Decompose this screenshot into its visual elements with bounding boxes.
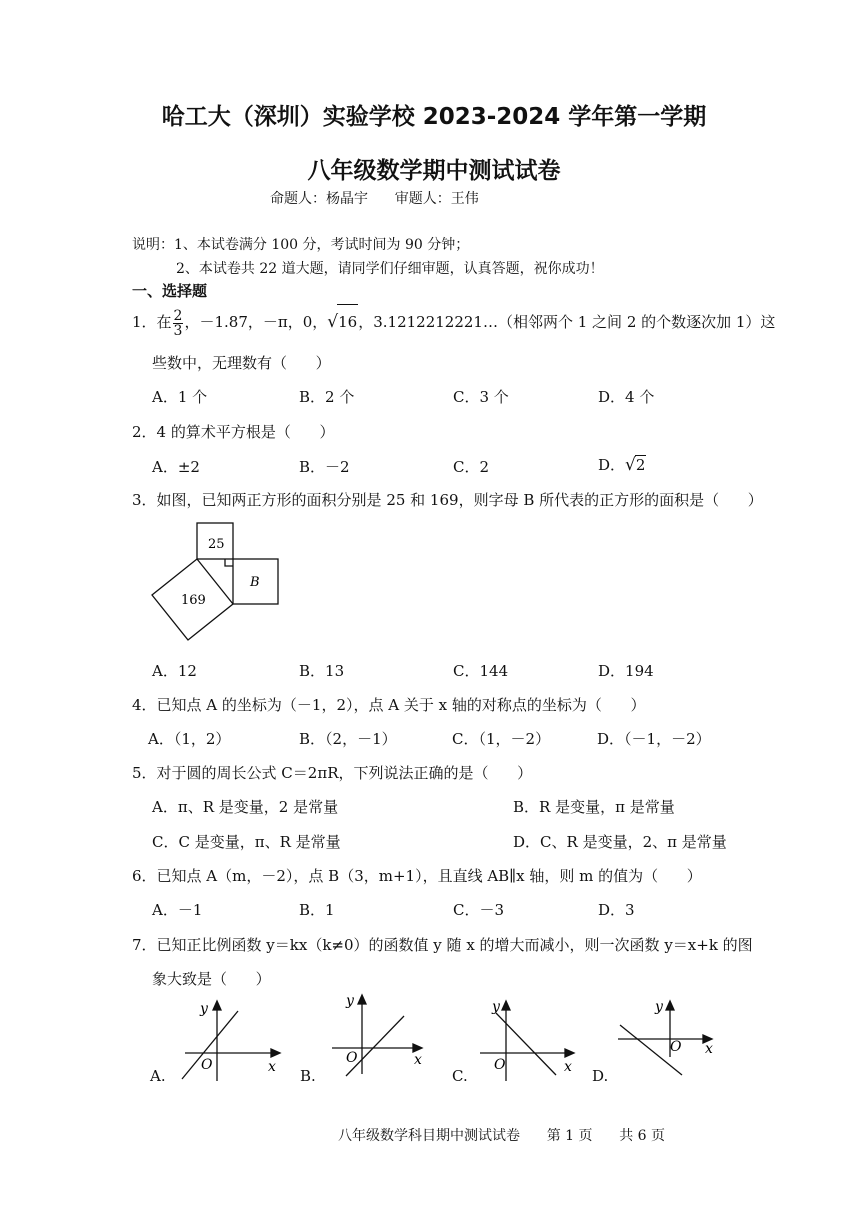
question-4-stem: 4．已知点 A 的坐标为（－1，2），点 A 关于 x 轴的对称点的坐标为（ ）: [132, 696, 646, 714]
question-2-stem: 2．4 的算术平方根是（ ）: [132, 423, 335, 441]
q4-option-b[interactable]: B．（2，－1）: [299, 730, 397, 748]
instruction-line-2: 2、本试卷共 22 道大题，请同学们仔细审题，认真答题，祝你成功！: [176, 261, 604, 277]
q5-option-b[interactable]: B．R 是变量，π 是常量: [513, 798, 675, 816]
q3-option-c[interactable]: C．144: [453, 662, 509, 680]
q1-prefix: 1．在: [132, 313, 172, 331]
label-25: 25: [208, 537, 225, 552]
q5-option-c[interactable]: C．C 是变量，π、R 是常量: [152, 833, 341, 851]
sqrt-icon: √: [327, 312, 339, 332]
q7-option-c-label[interactable]: C.: [452, 1067, 468, 1085]
q2-option-a[interactable]: A．±2: [152, 458, 200, 476]
label-169: 169: [181, 593, 206, 608]
q7-graph-c[interactable]: [472, 995, 582, 1085]
q1-option-a[interactable]: A．1 个: [152, 388, 208, 406]
q3-option-a[interactable]: A．12: [152, 662, 197, 680]
q4-option-a[interactable]: A．（1，2）: [148, 730, 231, 748]
q1-fraction-denominator: 3: [173, 322, 183, 339]
q5-option-a[interactable]: A．π、R 是变量，2 是常量: [152, 798, 339, 816]
q1-rest: ，3.1212212221…（相邻两个 1 之间 2 的个数逐次加 1）这: [358, 313, 776, 331]
y-label: y: [346, 993, 354, 1009]
q7-graph-d[interactable]: [612, 995, 727, 1080]
q6-option-b[interactable]: B．1: [299, 901, 335, 919]
q1-fraction: [173, 309, 184, 338]
q3-squares-figure: [145, 515, 290, 650]
q5-option-d[interactable]: D．C、R 是变量，2、π 是常量: [513, 833, 727, 851]
y-axis-arrow-icon: [666, 1001, 674, 1010]
q1-fraction-numerator: 2: [173, 307, 183, 324]
q1-option-b[interactable]: B．2 个: [299, 388, 355, 406]
x-axis-arrow-icon: [565, 1049, 574, 1057]
exam-title-line1: 哈工大（深圳）实验学校 2023-2024 学年第一学期: [161, 104, 707, 130]
q2-option-c[interactable]: C．2: [453, 458, 490, 476]
q2-option-d[interactable]: [598, 454, 646, 475]
y-axis-arrow-icon: [358, 995, 366, 1004]
q2-option-b[interactable]: B．－2: [299, 458, 350, 476]
sqrt-icon: √: [625, 455, 636, 475]
question-7-stem-line1: 7．已知正比例函数 y＝kx（k≠0）的函数值 y 随 x 的增大而减小，则一次函数 y＝x+k 的图: [132, 936, 753, 954]
x-axis-arrow-icon: [271, 1049, 280, 1057]
authors-line: 命题人：杨晶宇 审题人：王伟: [270, 191, 479, 207]
y-label: y: [200, 1001, 208, 1017]
page-footer: 八年级数学科目期中测试试卷 第 1 页 共 6 页: [338, 1128, 666, 1144]
y-axis-arrow-icon: [213, 1001, 221, 1010]
q4-option-c[interactable]: C．（1，－2）: [452, 730, 551, 748]
q7-option-b-label[interactable]: B.: [300, 1067, 316, 1085]
q7-graph-b[interactable]: [322, 990, 432, 1080]
q3-option-d[interactable]: D．194: [598, 662, 654, 680]
q7-option-a-label[interactable]: A.: [150, 1067, 166, 1085]
q2-option-d-prefix: D．: [598, 456, 626, 474]
q6-option-d[interactable]: D．3: [598, 901, 635, 919]
right-angle-mark: [225, 559, 233, 566]
q1-option-d[interactable]: D．4 个: [598, 388, 655, 406]
q7-option-d-label[interactable]: D.: [592, 1067, 609, 1085]
question-6-stem: 6．已知点 A（m，－2），点 B（3，m+1），且直线 AB∥x 轴，则 m 的值为（ ）: [132, 867, 702, 885]
origin-label: O: [494, 1057, 506, 1073]
origin-label: O: [670, 1039, 682, 1055]
q6-option-c[interactable]: C．－3: [453, 901, 505, 919]
origin-label: O: [201, 1057, 213, 1073]
q1-option-c[interactable]: C．3 个: [453, 388, 509, 406]
question-5-stem: 5．对于圆的周长公式 C＝2πR，下列说法正确的是（ ）: [132, 764, 533, 782]
y-label: y: [492, 999, 500, 1015]
question-3-stem: 3．如图，已知两正方形的面积分别是 25 和 169，则字母 B 所代表的正方形的面积是（ ）: [132, 491, 763, 509]
q1-sqrt-arg: 16: [337, 304, 358, 339]
q4-option-d[interactable]: D．（－1，－2）: [597, 730, 711, 748]
y-label: y: [655, 999, 663, 1015]
origin-label: O: [346, 1050, 358, 1066]
question-1-line2: 些数中，无理数有（ ）: [152, 354, 331, 372]
x-label: x: [564, 1059, 572, 1075]
exam-title-line2: 八年级数学期中测试试卷: [307, 158, 561, 184]
question-1-stem: [132, 304, 775, 339]
section-heading: 一、选择题: [132, 282, 208, 300]
x-label: x: [414, 1052, 422, 1068]
q2-option-d-sqrt-arg: 2: [635, 456, 646, 474]
function-line: [346, 1016, 404, 1076]
label-b: B: [250, 575, 260, 590]
x-label: x: [705, 1041, 713, 1057]
question-7-stem-line2: 象大致是（ ）: [152, 970, 271, 988]
x-label: x: [268, 1059, 276, 1075]
instruction-line-1: 说明：1、本试卷满分 100 分，考试时间为 90 分钟；: [132, 237, 470, 253]
q7-graph-a[interactable]: [170, 995, 290, 1085]
q1-mid: ，－1.87，－π，0，: [184, 313, 328, 331]
q6-option-a[interactable]: A．－1: [152, 901, 203, 919]
x-axis-arrow-icon: [413, 1044, 422, 1052]
y-axis-arrow-icon: [502, 1001, 510, 1010]
q3-option-b[interactable]: B．13: [299, 662, 345, 680]
